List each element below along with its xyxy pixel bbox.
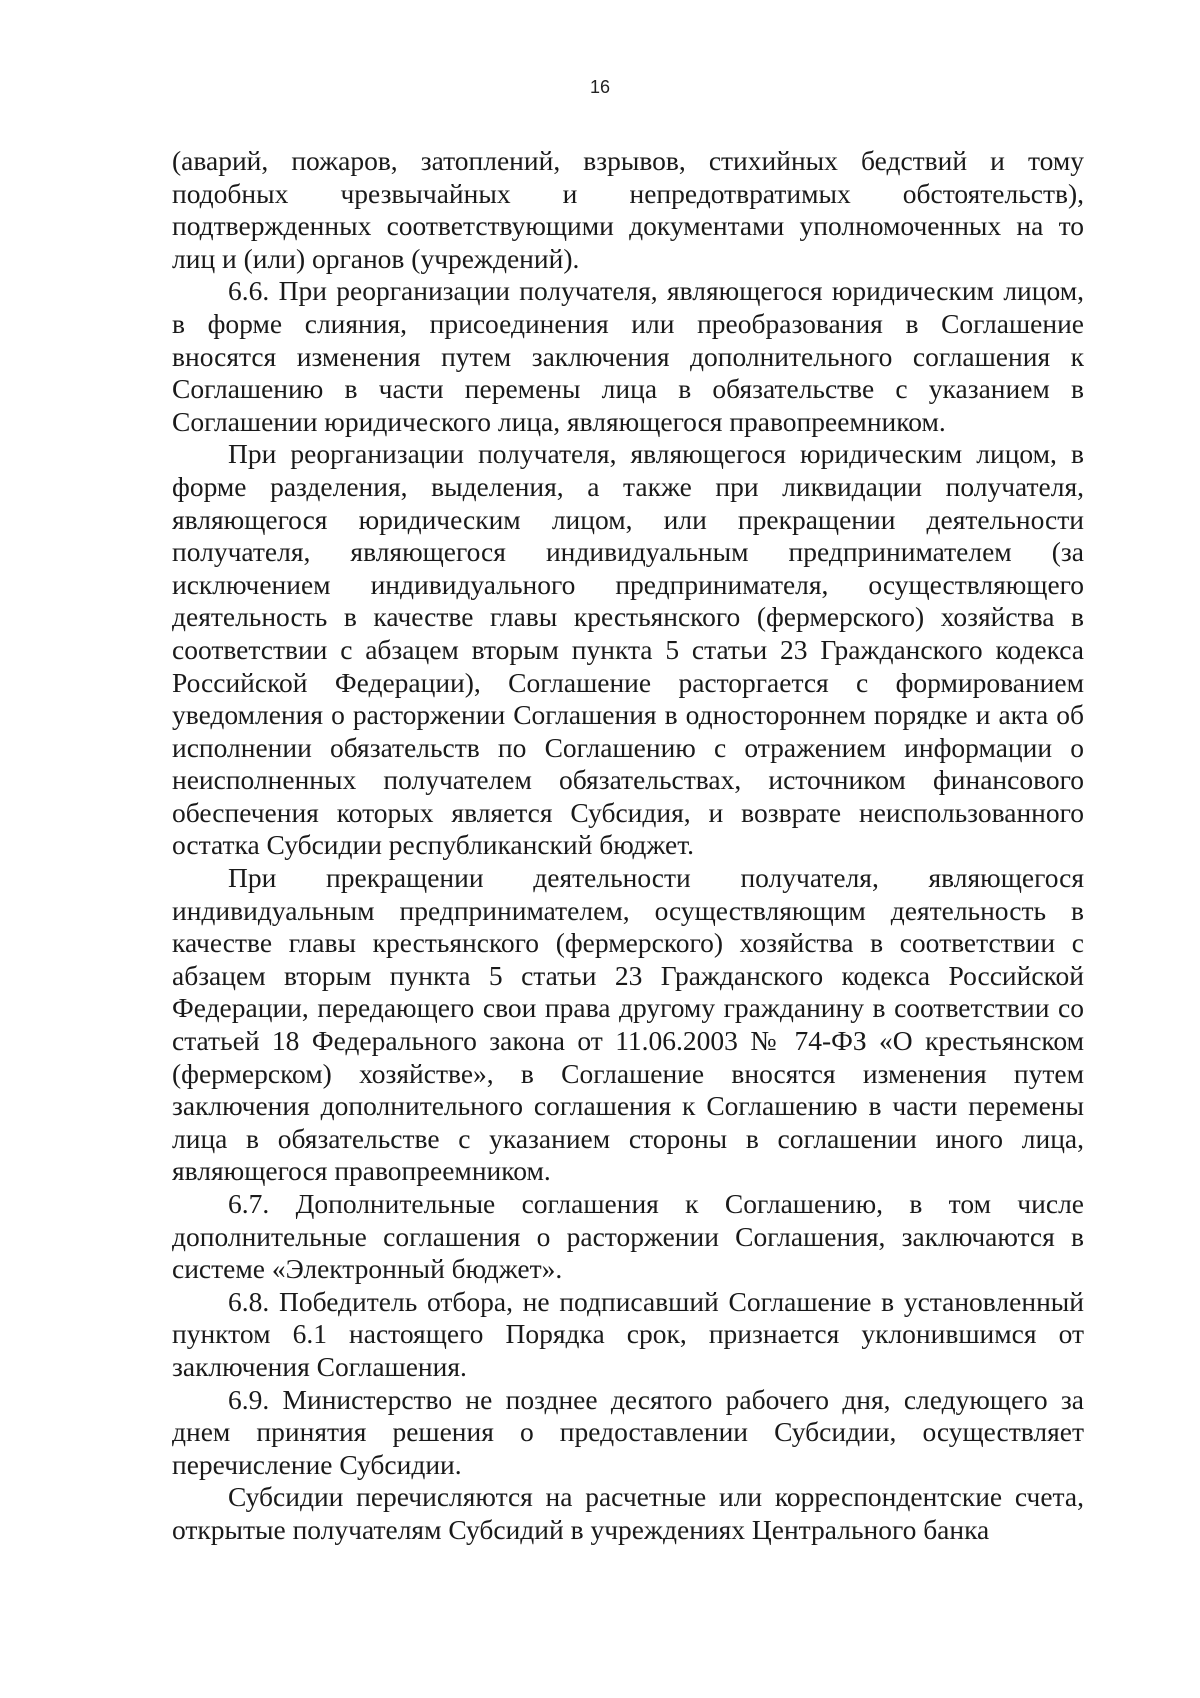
- paragraph-6-9: 6.9. Министерство не позднее десятого рабочего дня, следующего за днем принятия решения о предоставлении Субсидии, осуществляет перечисление Субсидии.: [172, 1383, 1084, 1480]
- paragraph-1: (аварий, пожаров, затоплений, взрывов, стихийных бедствий и тому подобных чрезвычайных и непредотвратимых обстоятельств), подтвержденных соответствующими документами уполномоченных на то лиц и (или) органов (учреждений).: [172, 145, 1084, 274]
- page-number: 16: [589, 77, 611, 97]
- document-body: [172, 145, 1084, 1547]
- paragraph-subsidy-transfer: Субсидии перечисляются на расчетные или корреспондентские счета, открытые получателям Субсидий в учреждениях Центрального банка: [172, 1481, 1084, 1545]
- paragraph-6-6: 6.6. При реорганизации получателя, являющегося юридическим лицом, в форме слияния, присоединения или преобразования в Соглашение вносятся изменения путем заключения дополнительного соглашения к Соглашению в части перемены лица в обязательстве с указанием в Соглашении юридического лица, являющегося правопреемником.: [172, 275, 1084, 437]
- paragraph-6-8: 6.8. Победитель отбора, не подписавший Соглашение в установленный пунктом 6.1 настоящего Порядка срок, признается уклонившимся от заключения Соглашения.: [172, 1285, 1084, 1382]
- paragraph-6-7: 6.7. Дополнительные соглашения к Соглашению, в том числе дополнительные соглашения о расторжении Соглашения, заключаются в системе «Электронный бюджет».: [172, 1188, 1084, 1285]
- paragraph-farm-head-transfer: При прекращении деятельности получателя, являющегося индивидуальным предпринимателем, осуществляющим деятельность в качестве главы крестьянского (фермерского) хозяйства в соответствии с абзацем вторым пункта 5 статьи 23 Гражданского кодекса Российской Федерации, передающего свои права другому гражданину в соответствии со статьей 18 Федерального закона от 11.06.2003 № 74-ФЗ «О крестьянском (фермерском) хозяйстве», в Соглашение вносятся изменения путем заключения дополнительного соглашения к Соглашению в части перемены лица в обязательстве с указанием стороны в соглашении иного лица, являющегося правопреемником.: [172, 862, 1084, 1187]
- paragraph-reorganization-termination: При реорганизации получателя, являющегося юридическим лицом, в форме разделения, выделения, а также при ликвидации получателя, являющегося юридическим лицом, или прекращении деятельности получателя, являющегося индивидуальным предпринимателем (за исключением индивидуального предпринимателя, осуществляющего деятельность в качестве главы крестьянского (фермерского) хозяйства в соответствии с абзацем вторым пункта 5 статьи 23 Гражданского кодекса Российской Федерации), Соглашение расторгается с формированием уведомления о расторжении Соглашения в одностороннем порядке и акта об исполнении обязательств по Соглашению с отражением информации о неисполненных получателем обязательствах, источником финансового обеспечения которых является Субсидия, и возврате неиспользованного остатка Субсидии республиканский бюджет.: [172, 438, 1084, 861]
